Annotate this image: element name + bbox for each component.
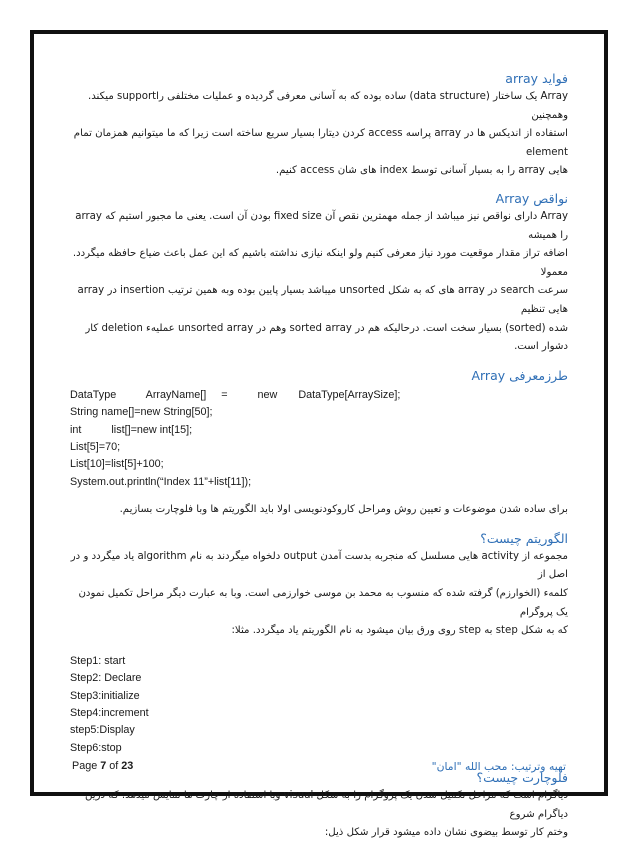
flowchart-line-2: وختم کار توسط بیضوی نشان داده میشود قرار شکل ذیل: <box>324 827 568 839</box>
declaration-note: برای ساده شدن موضوعات و تعیین روش ومراحل کاروکودنویسی اولا باید الگوریتم ها وبا فلوچارت بسازیم. <box>119 504 568 516</box>
disadvantages-line-3: سرعت search در array های که به شکل unsorted میباشد بسیار پایین بوده وبه همین ترتیب insertion در array هایی تنظیم <box>77 285 568 315</box>
code-block <box>70 387 568 491</box>
page-number <box>72 760 133 772</box>
code-line-6: System.out.println(“Index 11”+list[11]); <box>70 475 252 488</box>
flowchart-line-1: دیاگرام است که مراحل تکمیل شدن یک پروگرام را به شکل visual وبا استفاده از چارت ها نمایش میدهد. که درین دیاگرام شروع <box>85 790 568 820</box>
step-4: Step4:increment <box>70 706 149 719</box>
algorithm-line-2: کلمهء (الخوارزم) گرفته شده که منسوب به محمد بن موسی خوارزمی است. وبا به عبارت دیگر مراحل تکمیل نمودن یک پروگرام <box>78 587 568 618</box>
declaration-heading: طرزمعرفی Array <box>471 367 568 383</box>
page-prefix: Page <box>72 760 101 772</box>
flowchart-heading: فلوچارت چیست؟ <box>476 770 568 786</box>
algorithm-line-3: که به شکل step به step روی ورق بیان میشود به نام الگوریتم یاد میگردد. مثلا: <box>231 625 568 637</box>
advantages-line-3: هایی array را به بسیار آسانی توسط index های شان access کنیم. <box>275 165 568 177</box>
algorithm-steps <box>70 653 568 757</box>
disadvantages-line-1: Array دارای نواقص نیز میباشد از جمله مهمترین نقص آن fixed size بودن آن است. یعنی ما مجبور استیم که array را همیشه <box>75 210 568 241</box>
code-line-1: DataType ArrayName[] = new DataType[ArraySize]; <box>70 388 401 401</box>
step-6: Step6:stop <box>70 741 122 754</box>
algorithm-line-1: مجموعه از activity هایی مسلسل که منجربه بدست آمدن output دلخواه میگردند به نام algorithm یاد میگردد و در اصل از <box>70 550 568 581</box>
page-current: 7 <box>100 760 107 772</box>
disadvantages-line-2: اضافه تراز مقدار موقعیت مورد نیاز معرفی کنیم ولو اینکه نیازی نداشته باشیم که این عمل باعث ضیاع حافظه میگردد. معمولا <box>72 248 568 278</box>
code-line-3: int list[]=new int[15]; <box>70 423 193 436</box>
step-5: step5:Display <box>70 724 135 737</box>
step-2: Step2: Declare <box>70 672 142 685</box>
disadvantages-heading: نواقص Array <box>495 190 568 206</box>
step-3: Step3:initialize <box>70 689 140 702</box>
advantages-line-2: استفاده از اندیکس ها در array پراسه access کردن دیتارا بسیار سریع ساخته است زیرا که ما میتوانیم همزمان تمام element <box>73 128 568 158</box>
code-line-2: String name[]=new String[50]; <box>70 406 213 419</box>
disadvantages-line-4: شده (sorted) بسیار سخت است. درحالیکه هم در sorted array وهم در unsorted array عملیهء deletion کار دشوار است. <box>85 322 568 353</box>
code-line-4: List[5]=70; <box>70 440 121 453</box>
page-of: of <box>106 760 122 772</box>
algorithm-heading: الگوریتم چیست؟ <box>480 530 568 546</box>
code-line-5: List[10]=list[5]+100; <box>70 458 164 471</box>
advantages-line-1: Array یک ساختار (data structure) ساده بوده که به آسانی معرفی گردیده و عملیات مختلفی راsupport میکند. وهمچنین <box>87 91 568 121</box>
step-1: Step1: start <box>70 654 126 667</box>
page-content <box>70 60 568 843</box>
advantages-heading: فواید array <box>505 71 568 86</box>
page-total: 23 <box>121 760 134 772</box>
author-credit: تهیه وترتیب: محب الله "امان" <box>431 760 566 773</box>
